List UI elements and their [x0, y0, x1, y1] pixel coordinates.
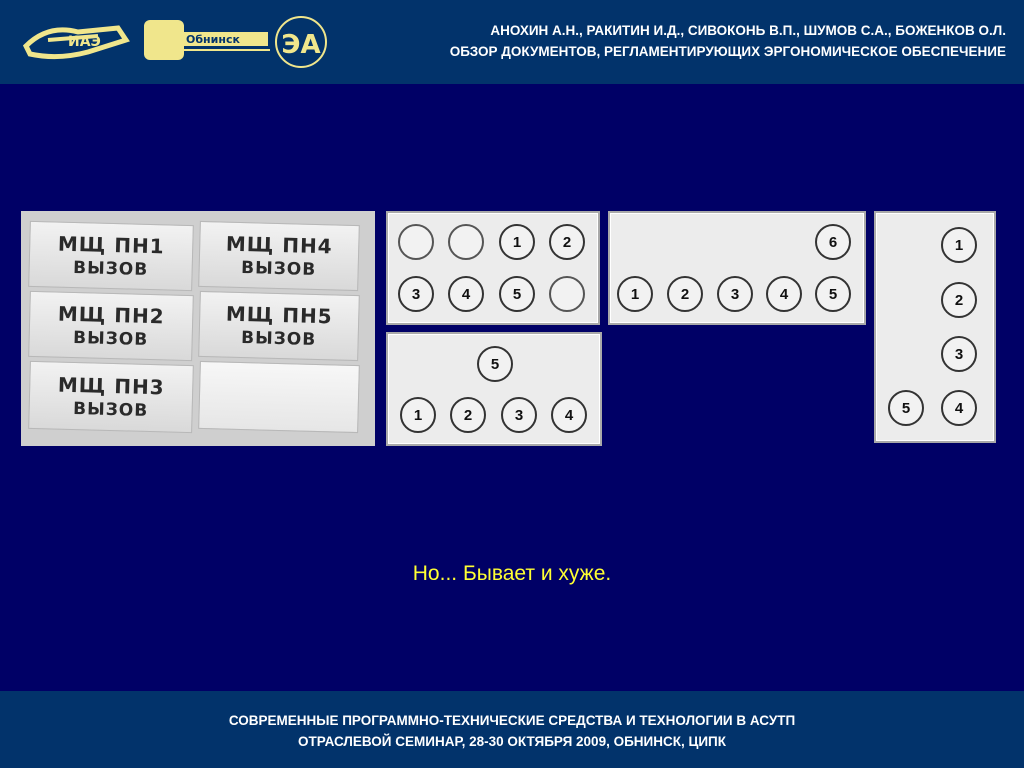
button-panel-c [608, 211, 866, 325]
panel-button-5[interactable]: 5 [499, 276, 535, 312]
panel-button-6[interactable]: 6 [815, 224, 851, 260]
conference-title: СОВРЕМЕННЫЕ ПРОГРАММНО-ТЕХНИЧЕСКИЕ СРЕДСТВА И ТЕХНОЛОГИИ В АСУТП [228, 713, 796, 728]
plate-pn4 [198, 221, 360, 291]
panel-button-2[interactable]: 2 [667, 276, 703, 312]
panel-button-blank[interactable] [549, 276, 585, 312]
plate-label: МЩ ПН4 [225, 231, 333, 259]
plate-caption: ВЫЗОВ [72, 258, 149, 280]
plate-pn5 [198, 291, 360, 361]
plate-caption: ВЫЗОВ [72, 399, 149, 421]
ea-logo [276, 17, 326, 67]
panel-button-1[interactable]: 1 [499, 224, 535, 260]
plate-label: МЩ ПН2 [57, 301, 165, 329]
panel-button-4[interactable]: 4 [551, 397, 587, 433]
labels-photo [21, 211, 375, 446]
plate-caption: ВЫЗОВ [72, 328, 149, 350]
plate-pn1 [28, 221, 194, 291]
conference-details: ОТРАСЛЕВОЙ СЕМИНАР, 28-30 ОКТЯБРЯ 2009, ОБНИНСК, ЦИПК [298, 734, 726, 749]
panel-button-4[interactable]: 4 [448, 276, 484, 312]
iae-logo [26, 28, 126, 57]
plate-label: МЩ ПН1 [57, 231, 165, 259]
slide-caption: Но... Бывает и хуже. [412, 562, 612, 585]
panel-button-3[interactable]: 3 [398, 276, 434, 312]
panel-button-blank[interactable] [398, 224, 434, 260]
plate-caption: ВЫЗОВ [240, 328, 317, 350]
header-bar [0, 0, 1024, 84]
panel-button-blank[interactable] [448, 224, 484, 260]
panel-button-3[interactable]: 3 [501, 397, 537, 433]
header-text [326, 20, 1006, 62]
panel-button-4[interactable]: 4 [766, 276, 802, 312]
footer-text [0, 710, 1024, 752]
button-panel-d [874, 211, 996, 443]
panel-button-4[interactable]: 4 [941, 390, 977, 426]
logos-group [18, 10, 328, 74]
panel-button-2[interactable]: 2 [549, 224, 585, 260]
panel-button-1[interactable]: 1 [400, 397, 436, 433]
panel-button-2[interactable]: 2 [941, 282, 977, 318]
photo-plate-grid [29, 223, 369, 441]
authors-line: АНОХИН А.Н., РАКИТИН И.Д., СИВОКОНЬ В.П., ШУМОВ С.А., БОЖЕНКОВ О.Л. [490, 23, 1006, 38]
plate-label: МЩ ПН5 [225, 301, 333, 329]
plate-pn2 [28, 291, 194, 361]
plate-pn3 [28, 361, 194, 433]
panel-button-3[interactable]: 3 [717, 276, 753, 312]
button-panel-a [386, 211, 600, 325]
button-panel-b [386, 332, 602, 446]
panel-button-5[interactable]: 5 [815, 276, 851, 312]
svg-text:Обнинск: Обнинск [186, 33, 240, 46]
panel-button-3[interactable]: 3 [941, 336, 977, 372]
footer-bar [0, 691, 1024, 768]
panel-button-2[interactable]: 2 [450, 397, 486, 433]
svg-text:ЭА: ЭА [281, 30, 321, 60]
svg-text:ИАЭ: ИАЭ [68, 34, 101, 50]
slide-title: ОБЗОР ДОКУМЕНТОВ, РЕГЛАМЕНТИРУЮЩИХ ЭРГОНОМИЧЕСКОЕ ОБЕСПЕЧЕНИЕ [449, 44, 1006, 59]
plate-caption: ВЫЗОВ [240, 258, 317, 280]
plate-label: МЩ ПН3 [57, 372, 165, 400]
panel-button-1[interactable]: 1 [941, 227, 977, 263]
panel-button-1[interactable]: 1 [617, 276, 653, 312]
obninsk-logo [144, 20, 270, 60]
plate-empty [198, 361, 360, 433]
panel-button-5[interactable]: 5 [477, 346, 513, 382]
panel-button-5[interactable]: 5 [888, 390, 924, 426]
